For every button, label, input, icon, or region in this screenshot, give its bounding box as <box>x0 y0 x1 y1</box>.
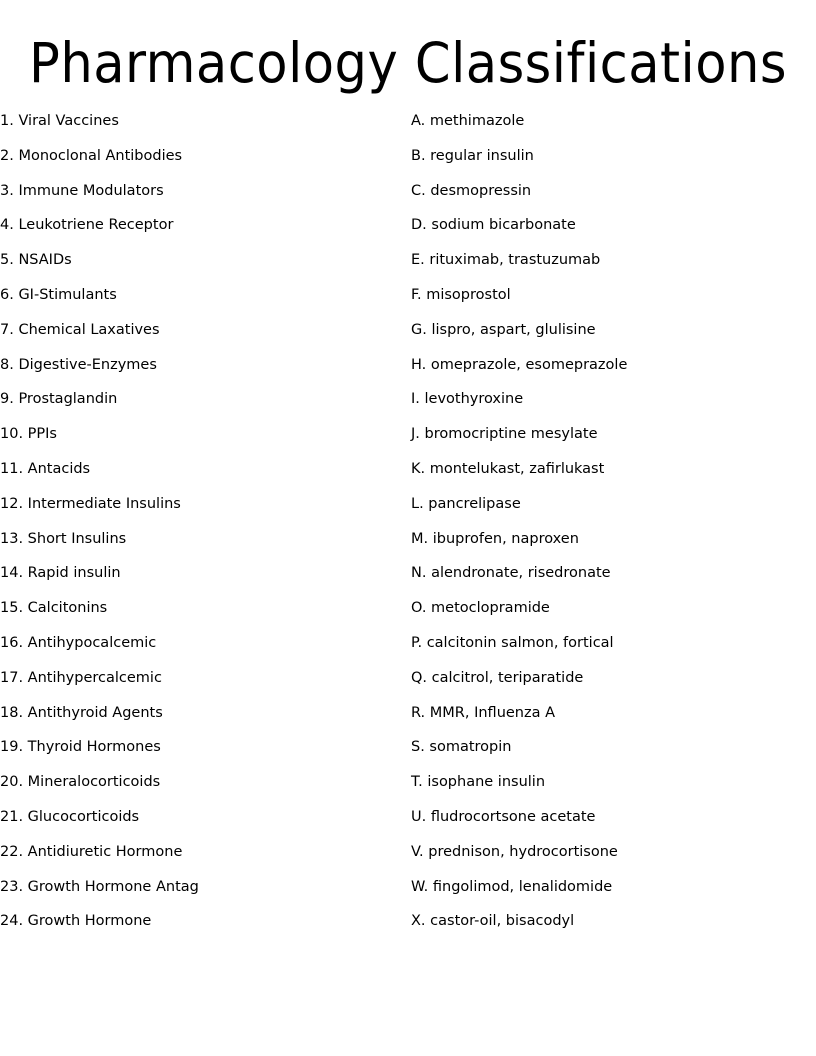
classification-item: 16. Antihypocalcemic <box>0 634 157 651</box>
classification-list <box>0 111 199 946</box>
classification-item: 1. Viral Vaccines <box>0 113 119 129</box>
drug-item: M. ibuprofen, naproxen <box>411 530 579 547</box>
drug-item: W. fingolimod, lenalidomide <box>411 878 613 895</box>
drug-item: Q. calcitrol, teriparatide <box>411 669 584 686</box>
drug-item: S. somatropin <box>411 739 512 756</box>
drug-item: R. MMR, Influenza A <box>411 704 556 721</box>
drug-item: L. pancrelipase <box>411 495 521 512</box>
classification-item: 23. Growth Hormone Antag <box>0 878 199 895</box>
drug-item: P. calcitonin salmon, fortical <box>411 634 614 651</box>
drug-item: E. rituximab, trastuzumab <box>411 252 601 269</box>
drug-item: V. prednison, hydrocortisone <box>411 843 618 860</box>
classification-item: 7. Chemical Laxatives <box>0 321 160 338</box>
classification-item: 24. Growth Hormone <box>0 913 152 930</box>
drug-item: U. fludrocortsone acetate <box>411 808 596 825</box>
classification-item: 13. Short Insulins <box>0 530 127 547</box>
drug-item: N. alendronate, risedronate <box>411 565 611 582</box>
classification-item: 19. Thyroid Hormones <box>0 739 161 756</box>
classification-item: 8. Digestive-Enzymes <box>0 356 157 373</box>
drug-item: C. desmopressin <box>411 182 532 199</box>
drug-item: H. omeprazole, esomeprazole <box>411 356 628 373</box>
classification-item: 20. Mineralocorticoids <box>0 774 161 791</box>
classification-item: 9. Prostaglandin <box>0 391 118 408</box>
classification-item: 15. Calcitonins <box>0 600 108 617</box>
drug-item: I. levothyroxine <box>411 391 524 408</box>
drug-list <box>411 111 627 946</box>
classification-item: 12. Intermediate Insulins <box>0 495 181 512</box>
classification-item: 21. Glucocorticoids <box>0 808 140 825</box>
drug-item: J. bromocriptine mesylate <box>411 426 598 443</box>
drug-item: F. misoprostol <box>411 286 511 303</box>
drug-item: G. lispro, aspart, glulisine <box>411 321 596 338</box>
drug-item: T. isophane insulin <box>411 774 546 791</box>
drug-item: O. metoclopramide <box>411 600 550 617</box>
classification-item: 11. Antacids <box>0 460 91 477</box>
drug-item: D. sodium bicarbonate <box>411 217 576 234</box>
drug-item: X. castor-oil, bisacodyl <box>411 913 575 930</box>
classification-item: 17. Antihypercalcemic <box>0 669 162 686</box>
drug-item: K. montelukast, zafirlukast <box>411 460 605 477</box>
drug-item: B. regular insulin <box>411 147 534 164</box>
classification-item: 4. Leukotriene Receptor <box>0 217 174 234</box>
classification-item: 18. Antithyroid Agents <box>0 704 163 721</box>
classification-item: 2. Monoclonal Antibodies <box>0 147 183 164</box>
classification-item: 5. NSAIDs <box>0 252 72 269</box>
page-title: Pharmacology Classifications <box>29 31 787 95</box>
classification-item: 6. GI-Stimulants <box>0 286 117 303</box>
classification-item: 14. Rapid insulin <box>0 565 121 582</box>
drug-item: A. methimazole <box>411 113 525 129</box>
classification-item: 22. Antidiuretic Hormone <box>0 843 183 860</box>
classification-item: 10. PPIs <box>0 426 57 443</box>
classification-item: 3. Immune Modulators <box>0 182 164 199</box>
